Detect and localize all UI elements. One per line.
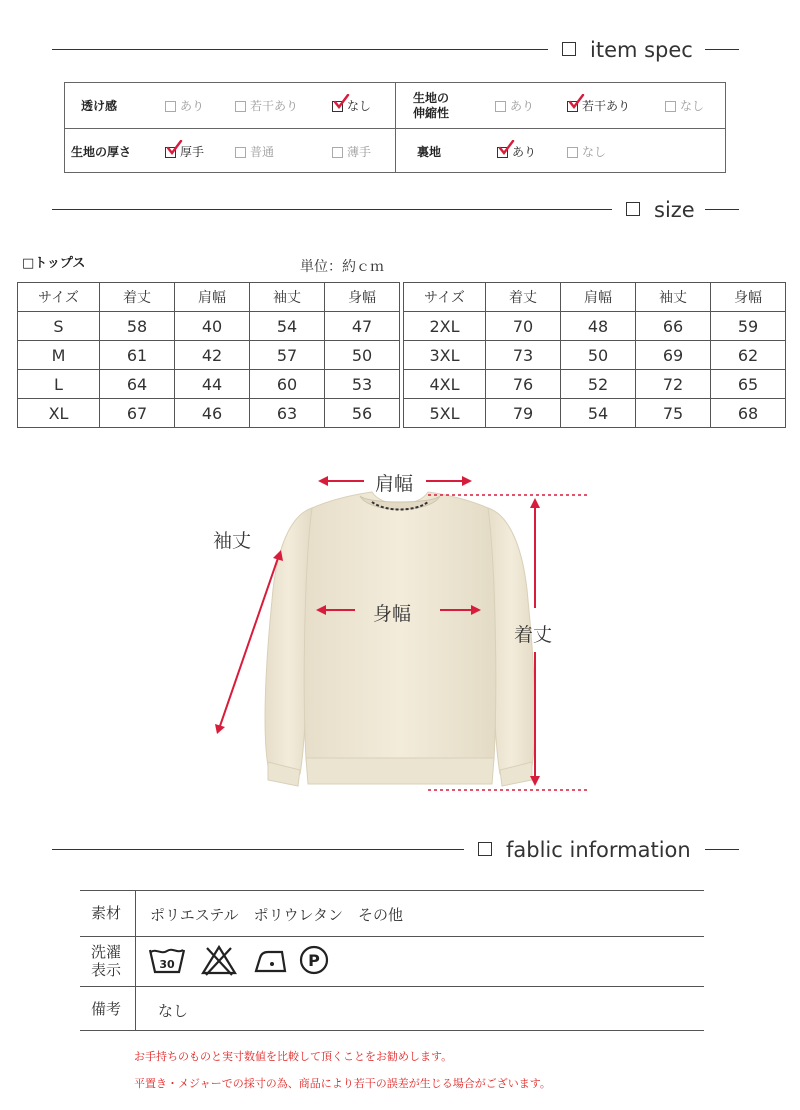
header-cell: 身幅 bbox=[325, 283, 400, 312]
header-cell: 袖丈 bbox=[250, 283, 325, 312]
shoulder-width-label: 肩幅 bbox=[375, 473, 414, 495]
checkbox-icon bbox=[567, 147, 578, 158]
header-cell: サイズ bbox=[404, 283, 486, 312]
table-row: M 61 42 57 50 bbox=[18, 341, 400, 370]
checked-checkbox-icon bbox=[332, 101, 343, 112]
header-cell: 袖丈 bbox=[636, 283, 711, 312]
dry-clean-p-icon bbox=[298, 944, 330, 976]
wash-30-icon bbox=[148, 944, 186, 976]
spec-label-thickness: 生地の厚さ bbox=[71, 145, 132, 159]
checkbox-icon bbox=[626, 202, 640, 216]
fabric-table-rule bbox=[80, 986, 704, 987]
fabric-table-rule bbox=[80, 1030, 704, 1031]
checkbox-icon bbox=[165, 101, 176, 112]
section-rule bbox=[705, 849, 739, 850]
checkbox-icon bbox=[235, 147, 246, 158]
spec-option: 普通 bbox=[235, 145, 274, 159]
sweatshirt-diagram bbox=[0, 440, 800, 820]
table-row: 5XL 79 54 75 68 bbox=[404, 399, 786, 428]
fabric-label-material: 素材 bbox=[90, 904, 121, 922]
table-row: 2XL 70 48 66 59 bbox=[404, 312, 786, 341]
size-table-left bbox=[17, 282, 400, 428]
checkbox-icon bbox=[332, 147, 343, 158]
size-unit: 単位：約ｃｍ bbox=[300, 259, 384, 275]
note-line: 平置き・メジャーでの採寸の為、商品により若干の誤差が生じる場合がございます。 bbox=[134, 1077, 551, 1090]
fabric-table-divider bbox=[135, 890, 136, 1030]
no-bleach-icon bbox=[201, 944, 237, 976]
dry-clean-letter: P bbox=[308, 951, 320, 970]
spec-option-checked: 若干あり bbox=[567, 99, 630, 113]
item-spec-table bbox=[64, 82, 726, 173]
spec-label-stretch: 生地の 伸縮性 bbox=[413, 91, 450, 120]
checked-checkbox-icon bbox=[497, 147, 508, 158]
checkbox-icon bbox=[495, 101, 506, 112]
iron-low-icon bbox=[252, 944, 290, 976]
note-line: お手持ちのものと実寸数値を比較して頂くことをお勧めします。 bbox=[134, 1050, 453, 1063]
spec-option-checked: あり bbox=[497, 145, 536, 159]
section-title-size: size bbox=[626, 200, 695, 221]
wash-temp-text: 30 bbox=[159, 958, 175, 971]
header-cell: 着丈 bbox=[100, 283, 175, 312]
table-row: S 58 40 54 47 bbox=[18, 312, 400, 341]
fabric-label-washing: 洗濯 表示 bbox=[90, 943, 121, 979]
header-cell: 肩幅 bbox=[175, 283, 250, 312]
size-table-title: □トップス bbox=[22, 256, 86, 271]
sleeve-length-label: 袖丈 bbox=[213, 530, 252, 552]
spec-option: あり bbox=[495, 99, 534, 113]
spec-option-checked: なし bbox=[332, 99, 371, 113]
fabric-table-rule bbox=[80, 936, 704, 937]
care-symbols bbox=[148, 944, 338, 978]
section-rule bbox=[52, 209, 612, 210]
checked-checkbox-icon bbox=[165, 147, 176, 158]
table-header-row bbox=[404, 283, 786, 312]
section-rule bbox=[52, 849, 464, 850]
checkbox-icon bbox=[235, 101, 246, 112]
chest-width-label: 身幅 bbox=[373, 603, 412, 625]
spec-option: 薄手 bbox=[332, 145, 371, 159]
spec-option-checked: 厚手 bbox=[165, 145, 204, 159]
spec-option: あり bbox=[165, 99, 204, 113]
section-rule bbox=[52, 49, 548, 50]
header-cell: 着丈 bbox=[486, 283, 561, 312]
sweatshirt-image bbox=[265, 492, 535, 786]
spec-option: 若干あり bbox=[235, 99, 298, 113]
spec-option: なし bbox=[567, 145, 606, 159]
header-cell: サイズ bbox=[18, 283, 100, 312]
checked-checkbox-icon bbox=[567, 101, 578, 112]
section-title-item-spec: item spec bbox=[562, 40, 693, 61]
checkbox-icon bbox=[478, 842, 492, 856]
table-row: 3XL 73 50 69 62 bbox=[404, 341, 786, 370]
fabric-label-remarks: 備考 bbox=[90, 1000, 121, 1018]
fabric-material-value: ポリエステル ポリウレタン その他 bbox=[150, 906, 404, 924]
table-row: XL 67 46 63 56 bbox=[18, 399, 400, 428]
checkbox-icon bbox=[665, 101, 676, 112]
section-rule bbox=[705, 49, 739, 50]
header-cell: 肩幅 bbox=[561, 283, 636, 312]
table-header-row bbox=[18, 283, 400, 312]
table-row: L 64 44 60 53 bbox=[18, 370, 400, 399]
body-length-label: 着丈 bbox=[514, 624, 553, 646]
checkbox-icon bbox=[562, 42, 576, 56]
header-cell: 身幅 bbox=[711, 283, 786, 312]
spec-option: なし bbox=[665, 99, 704, 113]
size-table-right bbox=[403, 282, 786, 428]
spec-label-transparency: 透け感 bbox=[81, 99, 118, 113]
section-title-fabric: fablic information bbox=[478, 840, 691, 861]
fabric-remarks-value: なし bbox=[158, 1002, 189, 1020]
fabric-table-rule bbox=[80, 890, 704, 891]
table-row: 4XL 76 52 72 65 bbox=[404, 370, 786, 399]
spec-label-lining: 裏地 bbox=[417, 145, 442, 159]
section-rule bbox=[705, 209, 739, 210]
